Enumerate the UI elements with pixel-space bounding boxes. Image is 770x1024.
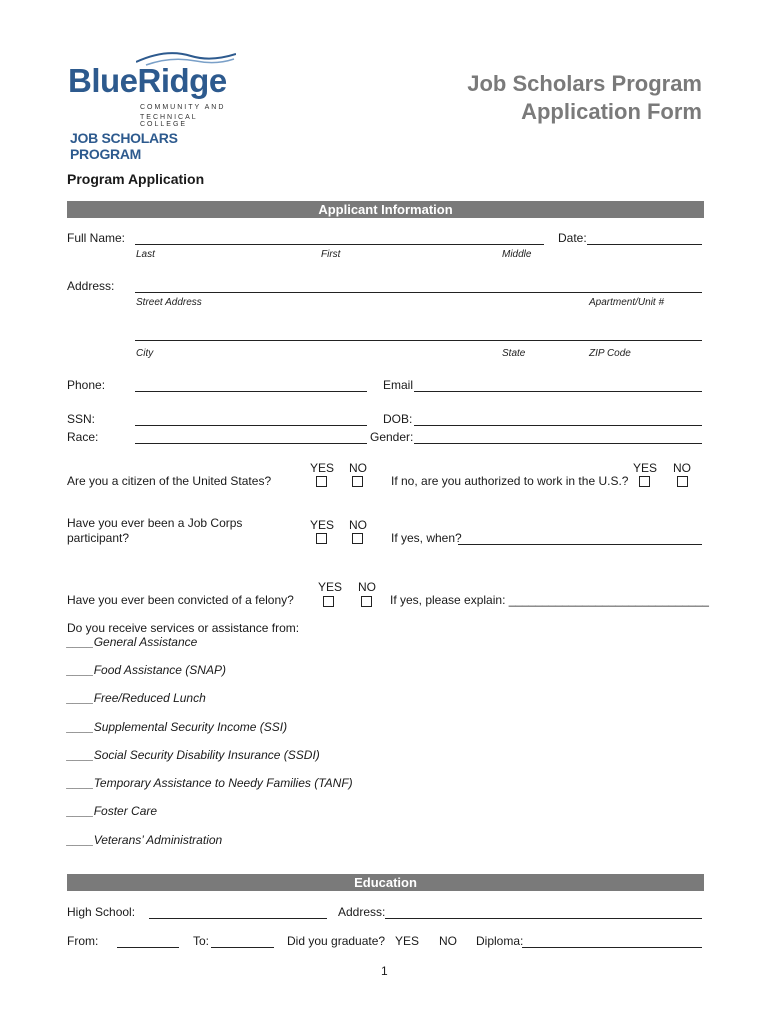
graduate-yes[interactable]: YES	[395, 934, 420, 948]
street-address-field[interactable]	[135, 292, 702, 293]
when-label: If yes, when?	[391, 531, 462, 545]
diploma-label: Diploma:	[476, 934, 524, 948]
to-label: To:	[193, 934, 210, 948]
address-label: Address:	[67, 279, 115, 293]
street-caption: Street Address	[136, 297, 202, 308]
form-title	[467, 70, 702, 126]
zip-caption: ZIP Code	[589, 348, 631, 359]
no-label: NO	[349, 518, 367, 532]
jobcorps-no-checkbox[interactable]	[352, 533, 363, 544]
authorized-yes-checkbox[interactable]	[639, 476, 650, 487]
no-label: NO	[673, 461, 691, 475]
date-label: Date:	[558, 231, 587, 245]
jobcorps-question	[67, 516, 242, 546]
logo-name: BlueRidge	[68, 62, 227, 99]
authorized-no-checkbox[interactable]	[677, 476, 688, 487]
when-field[interactable]	[458, 544, 702, 545]
section-title: Program Application	[67, 171, 205, 187]
applicant-info-bar: Applicant Information	[67, 201, 704, 218]
citizen-question: Are you a citizen of the United States?	[67, 474, 272, 488]
assistance-item[interactable]: ____Veterans’ Administration	[67, 833, 223, 847]
email-label: Email	[383, 378, 414, 392]
first-caption: First	[321, 249, 341, 260]
to-field[interactable]	[211, 947, 274, 948]
dob-label: DOB:	[383, 412, 413, 426]
no-label: NO	[349, 461, 367, 475]
ssn-field[interactable]	[135, 425, 367, 426]
last-caption: Last	[136, 249, 155, 260]
title-line-1: Job Scholars Program	[467, 71, 702, 96]
assistance-item[interactable]: ____Temporary Assistance to Needy Families (TANF)	[67, 776, 353, 790]
title-line-2: Application Form	[521, 99, 702, 124]
phone-label: Phone:	[67, 378, 106, 392]
high-school-field[interactable]	[149, 918, 327, 919]
no-label: NO	[358, 580, 376, 594]
email-field[interactable]	[414, 391, 702, 392]
from-field[interactable]	[117, 947, 179, 948]
from-label: From:	[67, 934, 99, 948]
ssn-label: SSN:	[67, 412, 96, 426]
city-state-zip-field[interactable]	[135, 340, 702, 341]
yes-label: YES	[318, 580, 343, 594]
college-logo	[68, 48, 238, 162]
middle-caption: Middle	[502, 249, 532, 260]
authorized-question: If no, are you authorized to work in the U.S.?	[391, 474, 629, 488]
full-name-label: Full Name:	[67, 231, 126, 245]
jobcorps-line-2: participant?	[67, 531, 130, 545]
school-address-field[interactable]	[385, 918, 702, 919]
graduate-no[interactable]: NO	[439, 934, 457, 948]
gender-label: Gender:	[370, 430, 414, 444]
assistance-item[interactable]: ____General Assistance	[67, 635, 198, 649]
jobcorps-line-1: Have you ever been a Job Corps	[67, 516, 243, 530]
assistance-intro: Do you receive services or assistance from:	[67, 621, 300, 635]
assistance-item[interactable]: ____Food Assistance (SNAP)	[67, 663, 226, 677]
assistance-item[interactable]: ____Free/Reduced Lunch	[67, 691, 206, 705]
apt-caption: Apartment/Unit #	[589, 297, 665, 308]
graduate-label: Did you graduate?	[287, 934, 386, 948]
yes-label: YES	[310, 518, 335, 532]
logo-sub-2: TECHNICAL COLLEGE	[140, 114, 198, 128]
assistance-item[interactable]: ____Foster Care	[67, 804, 158, 818]
felony-question: Have you ever been convicted of a felony?	[67, 593, 294, 607]
felony-yes-checkbox[interactable]	[323, 596, 334, 607]
education-bar: Education	[67, 874, 704, 891]
phone-field[interactable]	[135, 391, 367, 392]
citizen-yes-checkbox[interactable]	[316, 476, 327, 487]
page-number: 1	[381, 964, 388, 978]
yes-label: YES	[310, 461, 335, 475]
assistance-item[interactable]: ____Social Security Disability Insurance (SSDI)	[67, 748, 320, 762]
logo-sub-1: COMMUNITY AND	[140, 104, 226, 111]
race-field[interactable]	[135, 443, 367, 444]
diploma-field[interactable]	[522, 947, 702, 948]
assistance-item[interactable]: ____Supplemental Security Income (SSI)	[67, 720, 288, 734]
felony-no-checkbox[interactable]	[361, 596, 372, 607]
gender-field[interactable]	[414, 443, 702, 444]
race-label: Race:	[67, 430, 99, 444]
high-school-label: High School:	[67, 905, 136, 919]
explain-field[interactable]: If yes, please explain: ______________________________	[390, 593, 709, 607]
date-field[interactable]	[587, 244, 702, 245]
full-name-field[interactable]	[135, 244, 544, 245]
state-caption: State	[502, 348, 526, 359]
city-caption: City	[136, 348, 154, 359]
logo-program: JOB SCHOLARS PROGRAM	[70, 130, 178, 162]
citizen-no-checkbox[interactable]	[352, 476, 363, 487]
yes-label: YES	[633, 461, 658, 475]
school-address-label: Address:	[338, 905, 386, 919]
jobcorps-yes-checkbox[interactable]	[316, 533, 327, 544]
dob-field[interactable]	[414, 425, 702, 426]
